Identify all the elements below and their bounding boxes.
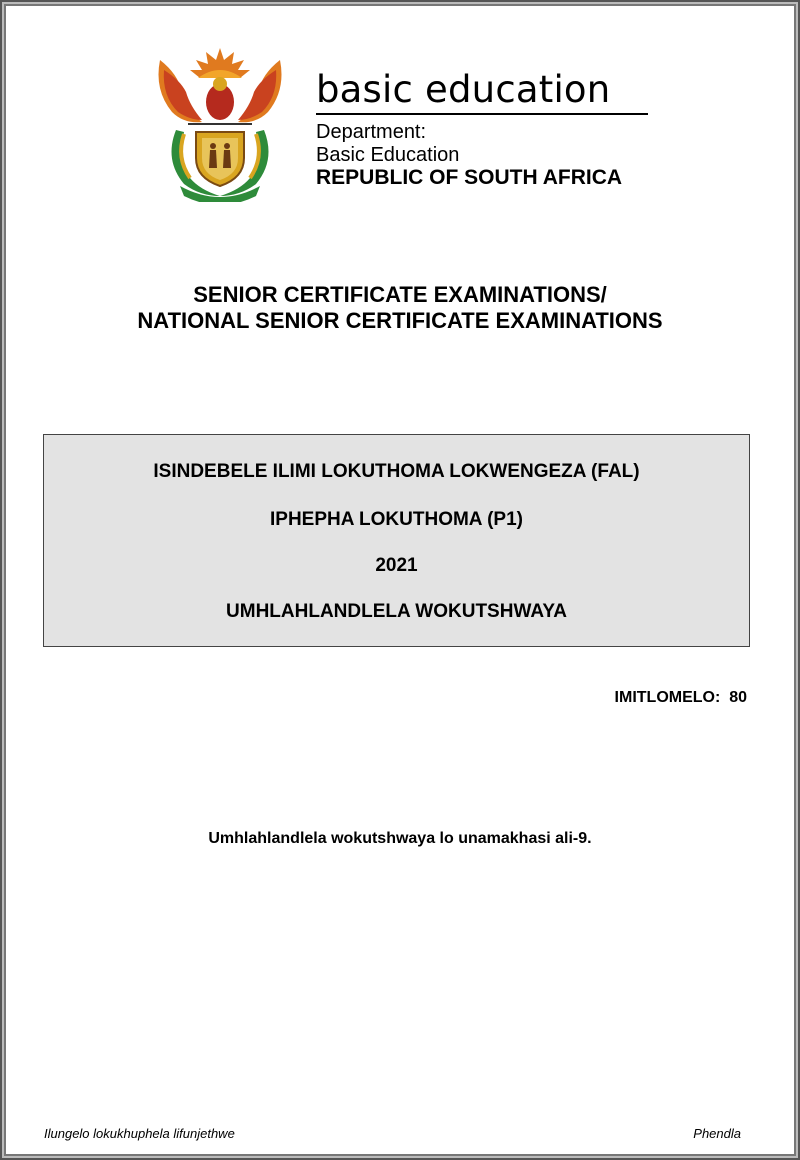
exam-title-line-1: SENIOR CERTIFICATE EXAMINATIONS/ — [193, 282, 607, 307]
turn-over-note: Phendla — [693, 1126, 741, 1141]
brand-underline — [316, 113, 648, 115]
subject-box — [43, 434, 750, 647]
page-count-note: Umhlahlandlela wokutshwaya lo unamakhasi ali-9. — [208, 830, 592, 847]
subject-title: ISINDEBELE ILIMI LOKUTHOMA LOKWENGEZA (FAL) — [153, 461, 640, 482]
coat-of-arms-logo — [150, 40, 290, 202]
department-name: Basic Education — [316, 144, 460, 166]
department-label: Department: — [316, 121, 427, 143]
exam-title-line-2: NATIONAL SENIOR CERTIFICATE EXAMINATIONS — [137, 308, 663, 333]
document-type: UMHLAHLANDLELA WOKUTSHWAYA — [226, 601, 567, 622]
country-name: REPUBLIC OF SOUTH AFRICA — [316, 166, 623, 189]
copyright-notice: Ilungelo lokukhuphela lifunjethwe — [44, 1126, 235, 1141]
exam-year: 2021 — [375, 555, 418, 576]
brand-title: basic education — [316, 68, 611, 111]
paper-title: IPHEPHA LOKUTHOMA (P1) — [270, 509, 523, 530]
total-marks: IMITLOMELO: 80 — [614, 689, 747, 706]
